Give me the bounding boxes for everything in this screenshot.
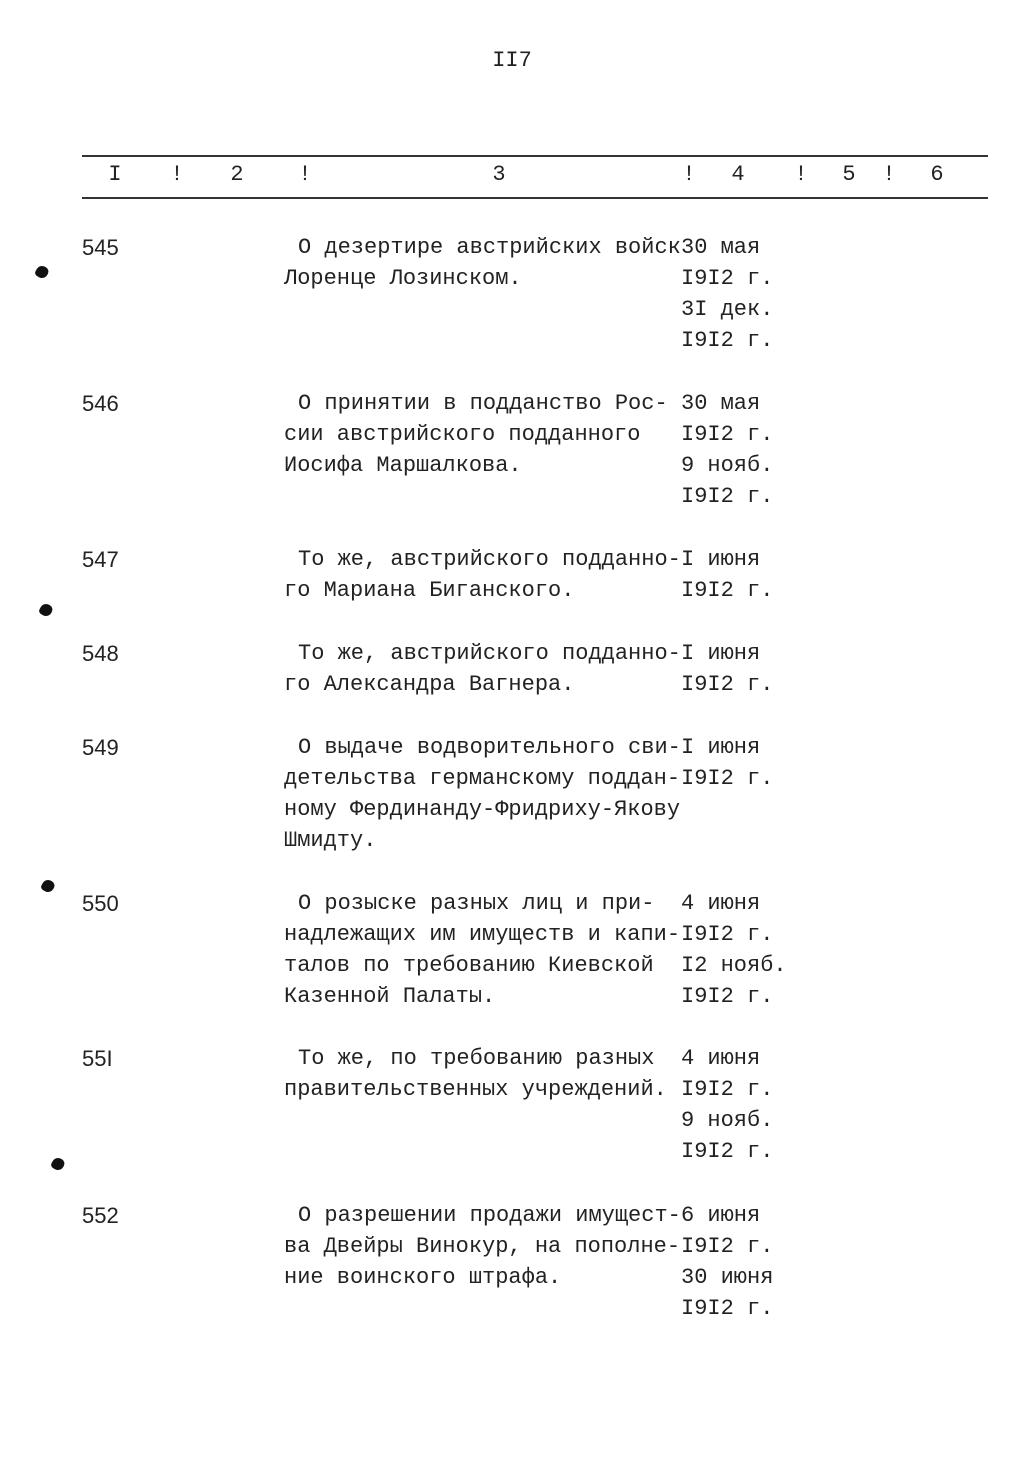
entry-dates [681, 888, 821, 1012]
entry-dates [681, 388, 821, 512]
entry-dates [681, 544, 821, 606]
binding-hole-mark [34, 264, 50, 280]
date-line: I июня [681, 547, 761, 572]
description-line: О дезертире австрийских войск [298, 235, 681, 260]
date-line: I июня [681, 735, 761, 760]
date-line: I июня [681, 641, 761, 666]
entry-description [284, 1043, 676, 1105]
date-line: 30 июня [681, 1265, 774, 1290]
date-line: 6 июня [681, 1203, 761, 1228]
date-line: 9 нояб. [681, 1108, 774, 1133]
entry-number: 552 [82, 1203, 119, 1228]
entry-number: 549 [82, 735, 119, 760]
date-line: 4 июня [681, 891, 761, 916]
date-line: I9I2 г. [681, 266, 774, 291]
entry-dates [681, 638, 821, 700]
date-line: I9I2 г. [681, 672, 774, 697]
description-line: сии австрийского подданного [284, 422, 641, 447]
date-line: I9I2 г. [681, 422, 774, 447]
description-line: надлежащих им имуществ и капи- [284, 922, 681, 947]
description-line: То же, австрийского подданно- [298, 547, 681, 572]
description-line: О выдаче водворительного сви- [298, 735, 681, 760]
header-bottom-rule [82, 197, 988, 199]
entry-description [284, 1200, 681, 1293]
description-line: То же, по требованию разных [298, 1046, 655, 1071]
description-line: О принятии в подданство Рос- [298, 391, 668, 416]
date-line: 4 июня [681, 1046, 761, 1071]
entry-description [284, 638, 681, 700]
binding-hole-mark [50, 1156, 66, 1172]
description-line: Лоренце Лозинском. [284, 266, 522, 291]
header-col-6: 6 [930, 162, 944, 187]
entry-number: 550 [82, 891, 119, 916]
date-line: I9I2 г. [681, 578, 774, 603]
date-line: I9I2 г. [681, 1234, 774, 1259]
description-line: правительственных учреждений. [284, 1077, 667, 1102]
binding-hole-mark [38, 602, 54, 618]
description-line: О розыске разных лиц и при- [298, 891, 655, 916]
entry-dates [681, 1043, 821, 1167]
description-line: талов по требованию Киевской [284, 953, 654, 978]
entry-description [284, 232, 681, 294]
description-line: го Александра Вагнера. [284, 672, 575, 697]
description-line: Казенной Палаты. [284, 984, 496, 1009]
date-line: I9I2 г. [681, 922, 774, 947]
date-line: I9I2 г. [681, 1139, 774, 1164]
entry-dates [681, 1200, 821, 1324]
header-separator: ! [170, 162, 184, 187]
header-top-rule [82, 155, 988, 157]
date-line: 30 мая [681, 235, 761, 260]
entry-dates [681, 732, 821, 794]
description-line: То же, австрийского подданно- [298, 641, 681, 666]
header-separator: ! [682, 162, 696, 187]
date-line: I9I2 г. [681, 1077, 774, 1102]
date-line: I2 нояб. [681, 953, 787, 978]
description-line: ва Двейры Винокур, на пополне- [284, 1234, 681, 1259]
header-separator: ! [882, 162, 896, 187]
date-line: I9I2 г. [681, 328, 774, 353]
date-line: I9I2 г. [681, 484, 774, 509]
entry-number: 55I [82, 1046, 113, 1071]
date-line: 9 нояб. [681, 453, 774, 478]
binding-hole-mark [40, 878, 56, 894]
entry-description [284, 388, 676, 481]
date-line: I9I2 г. [681, 766, 774, 791]
entry-number: 547 [82, 547, 119, 572]
entry-number: 546 [82, 391, 119, 416]
date-line: 3I дек. [681, 297, 774, 322]
entry-number: 548 [82, 641, 119, 666]
entry-description [284, 888, 681, 1012]
date-line: 30 мая [681, 391, 761, 416]
description-line: ному Фердинанду-Фридриху-Якову [284, 797, 681, 822]
header-separator: ! [794, 162, 808, 187]
header-col-2: 2 [230, 162, 244, 187]
page-number: II7 [492, 48, 532, 73]
description-line: Шмидту. [284, 828, 377, 853]
description-line: ние воинского штрафа. [284, 1265, 562, 1290]
entry-description [284, 544, 681, 606]
header-separator: ! [298, 162, 312, 187]
header-col-4: 4 [731, 162, 745, 187]
entry-dates [681, 232, 821, 356]
entry-number: 545 [82, 235, 119, 260]
date-line: I9I2 г. [681, 1296, 774, 1321]
entry-description [284, 732, 681, 856]
header-col-3: 3 [492, 162, 506, 187]
description-line: О разрешении продажи имущест- [298, 1203, 681, 1228]
header-col-1: I [108, 162, 122, 187]
description-line: Иосифа Маршалкова. [284, 453, 522, 478]
description-line: детельства германскому поддан- [284, 766, 681, 791]
description-line: го Мариана Биганского. [284, 578, 575, 603]
date-line: I9I2 г. [681, 984, 774, 1009]
header-col-5: 5 [842, 162, 856, 187]
